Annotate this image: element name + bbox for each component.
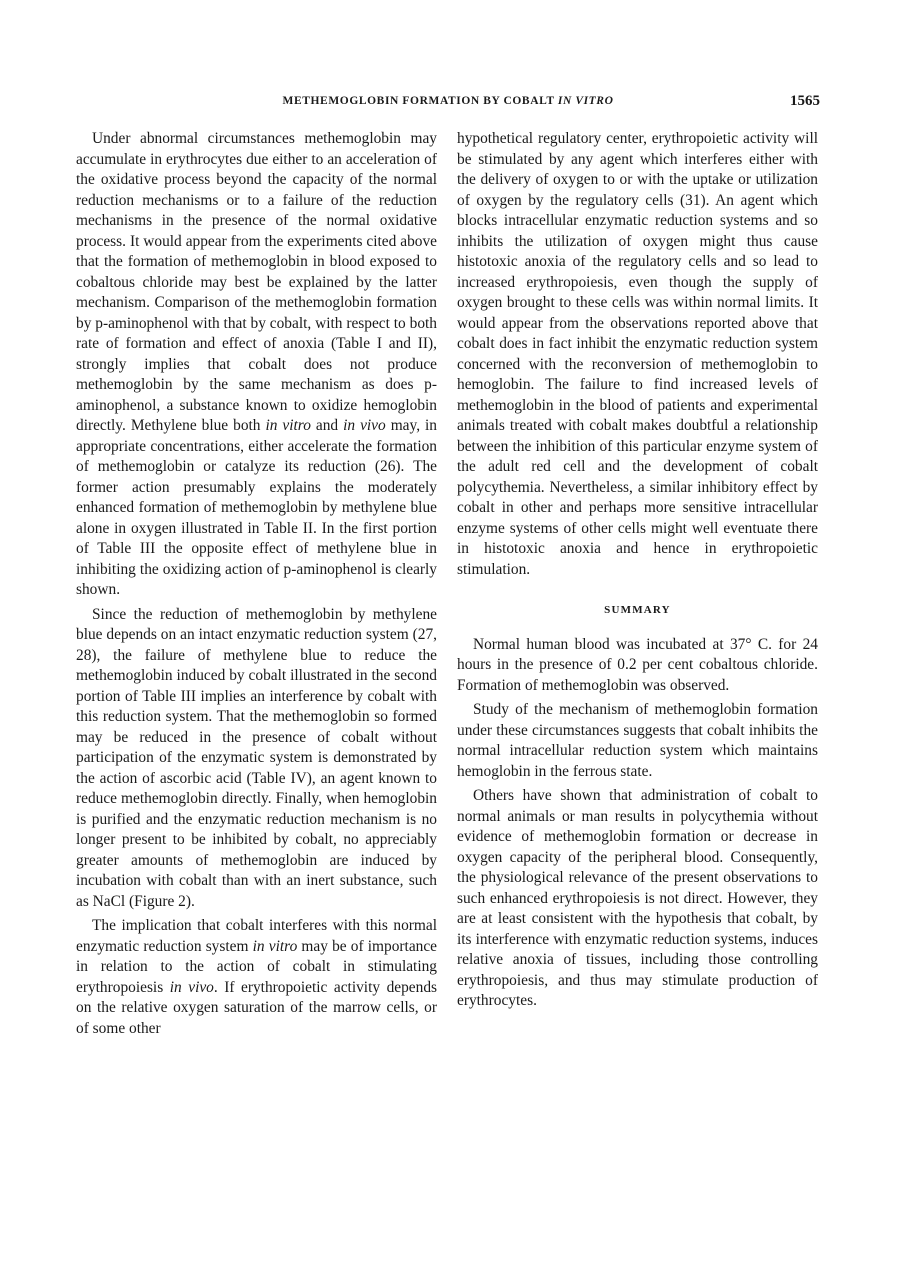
text-run: Under abnormal circumstances methemoglobin may accumulate in erythrocytes due either to an acceleration of the oxidative process beyond the capacity of the normal reduction mechanisms or to a failure of the reduction mechanisms in the presence of the normal oxidative process. It would appear from the experiments cited above that the formation of methemoglobin in blood exposed to cobaltous chloride may best be explained by the latter mechanism. Comparison of the methemoglobin formation by p-aminophenol with that by cobalt, with respect to both rate of formation and effect of anoxia (Table I and II), strongly implies that cobalt does not produce methemoglobin by the same mechanism as does p-aminophenol, a substance known to oxidize hemoglobin directly. Methylene blue both: [76, 130, 437, 434]
summary-paragraph: Study of the mechanism of methemoglobin formation under these circumstances suggests that cobalt inhibits the normal intracellular reduction system which maintains hemoglobin in the ferrous state.: [457, 701, 818, 780]
running-title-text: METHEMOGLOBIN FORMATION BY COBALT: [282, 95, 558, 107]
italic-term: in vivo: [169, 978, 214, 996]
running-title-italic: IN VITRO: [557, 95, 614, 107]
paragraph-reduction: Since the reduction of methemoglobin by methylene blue depends on an intact enzymatic reduction system (27, 28), the failure of methylene blue to reduce the methemoglobin induced by cobalt illustrated in the second portion of Table III implies an interference by cobalt with this reduction system. That the methemoglobin so formed may be reduced in the presence of cobalt without participation of the enzymatic system is demonstrated by the action of ascorbic acid (Table IV), an agent known to reduce methemoglobin directly. Finally, when hemoglobin is purified and the enzymatic reduction mechanism is no longer present to be inhibited by cobalt, no appreciably greater amounts of methemoglobin are induced by incubation with cobalt than with an inert substance, such as NaCl (Figure 2).: [76, 605, 437, 910]
paragraph-continuation: hypothetical regulatory center, erythropoietic activity will be stimulated by any agent which interferes either with the delivery of oxygen to or with the uptake or utilization of oxygen by the regulatory cells (31). An agent which blocks intracellular enzymatic reduction systems and so inhibits the utilization of oxygen might thus cause histotoxic anoxia of the regulatory cells and so lead to increased erythropoiesis, even though the supply of oxygen brought to these cells was within normal limits. It would appear from the observations reported above that cobalt does in fact inhibit the enzymatic reduction system concerned with the reconversion of methemoglobin to hemoglobin. The failure to find increased levels of methemoglobin in the blood of patients and experimental animals treated with cobalt makes doubtful a relationship between the inhibition of this particular enzyme system of the adult red cell and the development of cobalt polycythemia. Nevertheless, a similar inhibitory effect by cobalt in other and perhaps more sensitive intracellular enzyme systems of other cells might well eventuate there in histotoxic anoxia and hence in erythropoietic stimulation.: [457, 130, 818, 578]
text-run: and: [310, 417, 344, 434]
italic-term: in vivo: [343, 417, 386, 434]
paragraph-mechanism: [76, 129, 437, 601]
running-title: [76, 95, 820, 107]
page-number: 1565: [790, 93, 820, 109]
paragraph-implication: [76, 916, 437, 1039]
text-run: The implication that cobalt interferes with this normal enzymatic reduction system: [76, 917, 437, 955]
italic-term: in vitro: [265, 417, 311, 434]
summary-heading: SUMMARY: [604, 604, 671, 616]
text-run: may be of importance in relation to the action of cobalt in stimulating erythropoiesis: [76, 937, 438, 996]
text-run: . If erythropoietic activity depends on the relative oxygen saturation of the marrow cells, or of some other: [76, 978, 438, 1037]
italic-term: in vitro: [252, 937, 298, 955]
left-column: [76, 129, 437, 1039]
text-run: may, in appropriate concentrations, either accelerate the formation of methemoglobin or catalyze its reduction (26). The former action presumably explains the moderately enhanced formation of methemoglobin by methylene blue alone in oxygen illustrated in Table II. In the first portion of Table III the opposite effect of methylene blue in inhibiting the oxidizing action of p-aminophenol is clearly shown.: [76, 417, 438, 598]
running-head: [76, 93, 820, 113]
summary-paragraph: Normal human blood was incubated at 37° C. for 24 hours in the presence of 0.2 per cent cobaltous chloride. Formation of methemoglobin was observed.: [457, 635, 818, 694]
right-column: [457, 129, 818, 1012]
summary-paragraph: Others have shown that administration of cobalt to normal animals or man results in polycythemia without evidence of methemoglobin formation or decrease in oxygen capacity of the peripheral blood. Consequently, the physiological relevance of the present observations to such enhanced erythropoiesis is not direct. However, they are at least consistent with the hypothesis that cobalt, by its interference with enzymatic reduction systems, induces relative anoxia of tissues, including those controlling erythropoiesis, and thus may stimulate production of erythrocytes.: [457, 787, 818, 1009]
